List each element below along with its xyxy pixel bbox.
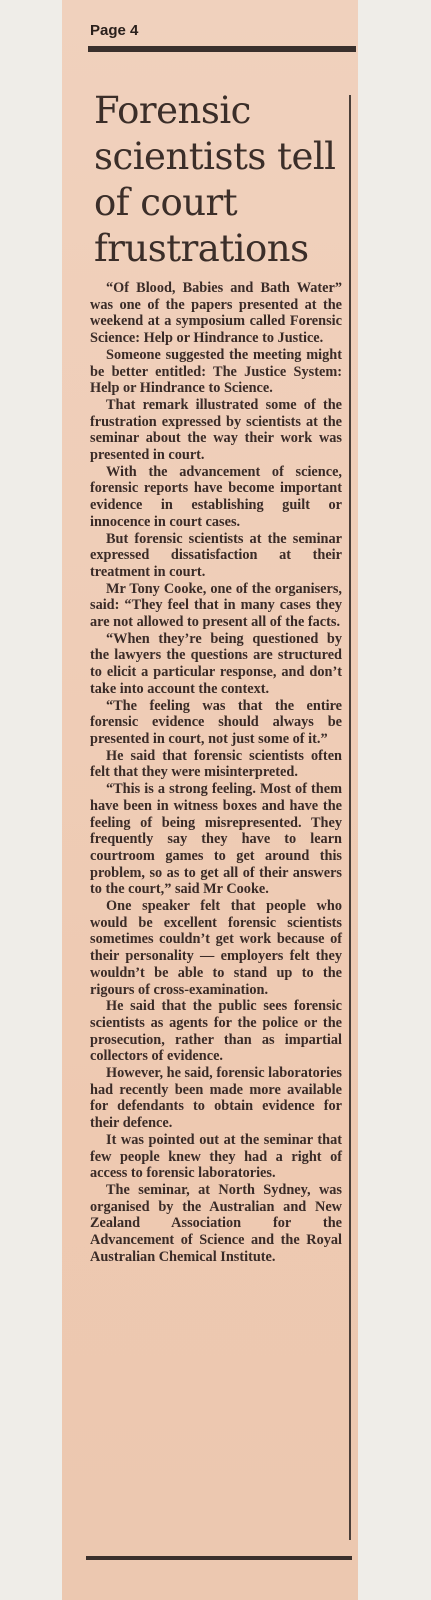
paragraph: That remark illustrated some of the frustration expressed by scientists at the seminar about the way their work was presented in court. bbox=[90, 396, 342, 464]
paragraph: He said that the public sees forensic scientists as agents for the police or the prosecution, rather than as impartial collectors of evidence. bbox=[90, 998, 342, 1065]
paragraph: With the advancement of science, forensic reports have become important evidence in establishing guilt or innocence in court cases. bbox=[90, 463, 342, 530]
paragraph: However, he said, forensic laboratories had recently been made more available for defendants to obtain evidence for their defence. bbox=[90, 1065, 342, 1132]
page-label: Page 4 bbox=[90, 22, 139, 39]
paragraph: “This is a strong feeling. Most of them have been in witness boxes and have the feeling of being misrepresented. They frequently say they have to learn courtroom games to get around this problem, so as to get all of their answers to the court,” said Mr Cooke. bbox=[90, 781, 342, 898]
top-rule bbox=[88, 46, 356, 52]
paragraph: Someone suggested the meeting might be better entitled: The Justice System: Help or Hindrance to Science. bbox=[90, 346, 342, 397]
paragraph: Mr Tony Cooke, one of the organisers, said: “They feel that in many cases they are not allowed to present all of the facts. bbox=[90, 580, 342, 631]
paragraph: “The feeling was that the entire forensic evidence should always be presented in court, not just some of it.” bbox=[90, 697, 342, 747]
paragraph: “Of Blood, Babies and Bath Water” was one of the papers presented at the weekend at a symposium called Forensic Science: Help or Hindrance to Justice. bbox=[90, 280, 342, 347]
paragraph: But forensic scientists at the seminar expressed dissatisfaction at their treatment in court. bbox=[90, 530, 342, 580]
paragraph: It was pointed out at the seminar that few people knew they had a right of access to forensic laboratories. bbox=[90, 1131, 342, 1182]
headline: Forensic scientists tell of court frustrations bbox=[94, 89, 336, 270]
paragraph: “When they’re being questioned by the lawyers the questions are structured to elicit a particular response, and don’t take into account the context. bbox=[90, 630, 342, 697]
paragraph: One speaker felt that people who would be excellent forensic scientists sometimes couldn’t get work because of their personality — employers felt they wouldn’t be able to stand up to the rigours of cross-examination. bbox=[90, 898, 342, 998]
bottom-rule bbox=[86, 1556, 352, 1560]
column-rule bbox=[349, 95, 351, 1540]
paragraph: He said that forensic scientists often felt that they were misinterpreted. bbox=[90, 747, 342, 781]
article-body bbox=[90, 280, 342, 1265]
paragraph: The seminar, at North Sydney, was organised by the Australian and New Zealand Association for the Advancement of Science and the Royal Australian Chemical Institute. bbox=[90, 1181, 342, 1265]
